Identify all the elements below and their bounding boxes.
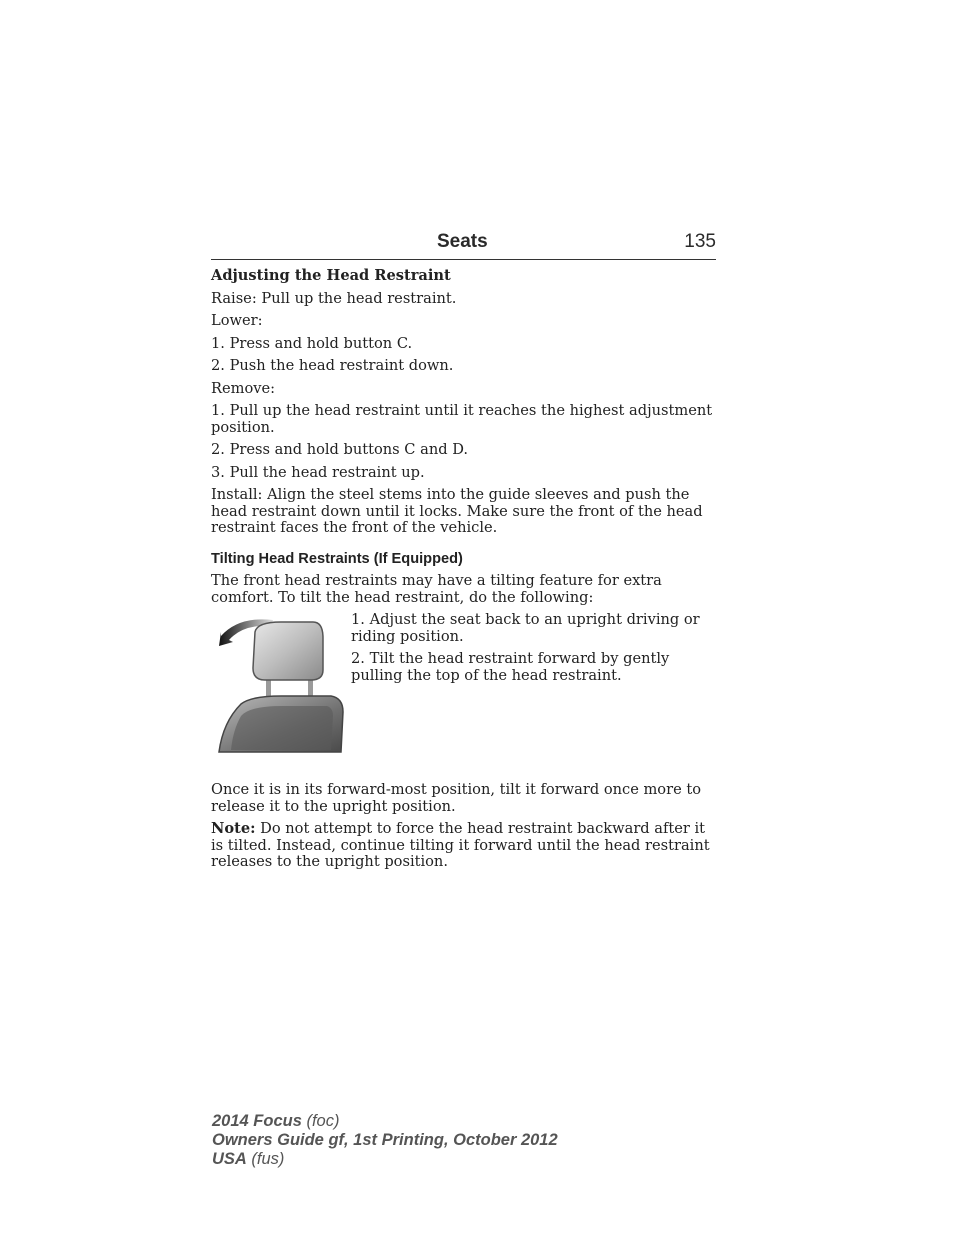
footer-line-1: 2014 Focus (foc) [212,1112,340,1130]
remove-label: Remove: [211,379,276,397]
heading-adjusting-head-restraint: Adjusting the Head Restraint [211,267,451,284]
page-header [211,228,716,260]
tilt-step-1: 1. Adjust the seat back to an upright driving or riding position. [351,611,700,645]
lower-label: Lower: [211,312,263,329]
remove-step-2: 2. Press and hold buttons C and D. [211,441,469,458]
tilt-step-2: 2. Tilt the head restraint forward by gently pulling the top of the head restraint. [351,650,670,684]
forward-release-instruction: Once it is in its forward-most position, tilt it forward once more to release it to the upright position. [211,781,701,815]
remove-step-1: 1. Pull up the head restraint until it reaches the highest adjustment position. [211,402,713,436]
tilting-intro: The front head restraints may have a tilting feature for extra comfort. To tilt the head restraint, do the following: [211,572,662,606]
tilt-steps [351,612,716,760]
raise-instruction: Raise: Pull up the head restraint. [211,289,457,307]
remove-step-3: 3. Pull the head restraint up. [211,463,425,481]
install-instruction: Install: Align the steel stems into the guide sleeves and push the head restraint down until it locks. Make sure the front of the head restraint faces the front of the vehicle. [211,486,703,536]
note-text: Do not attempt to force the head restraint backward after it is tilted. Instead, continue tilting it forward until the head restraint releases to the upright position. [211,820,710,870]
note-paragraph [211,821,716,871]
footer-line-3: USA (fus) [212,1150,285,1168]
footer-line-2: Owners Guide gf, 1st Printing, October 2012 [212,1131,558,1149]
head-restraint-tilt-illustration [211,612,346,760]
page-number: 135 [684,231,716,252]
lower-step-2: 2. Push the head restraint down. [211,357,454,374]
page-footer [212,1112,558,1169]
note-label: Note: [211,820,256,837]
page-content [211,268,716,877]
tilt-figure-row [211,612,716,760]
head-restraint-shape [253,622,323,680]
section-title: Seats [437,231,488,252]
lower-step-1: 1. Press and hold button C. [211,334,413,352]
heading-tilting-head-restraints: Tilting Head Restraints (If Equipped) [211,550,463,567]
